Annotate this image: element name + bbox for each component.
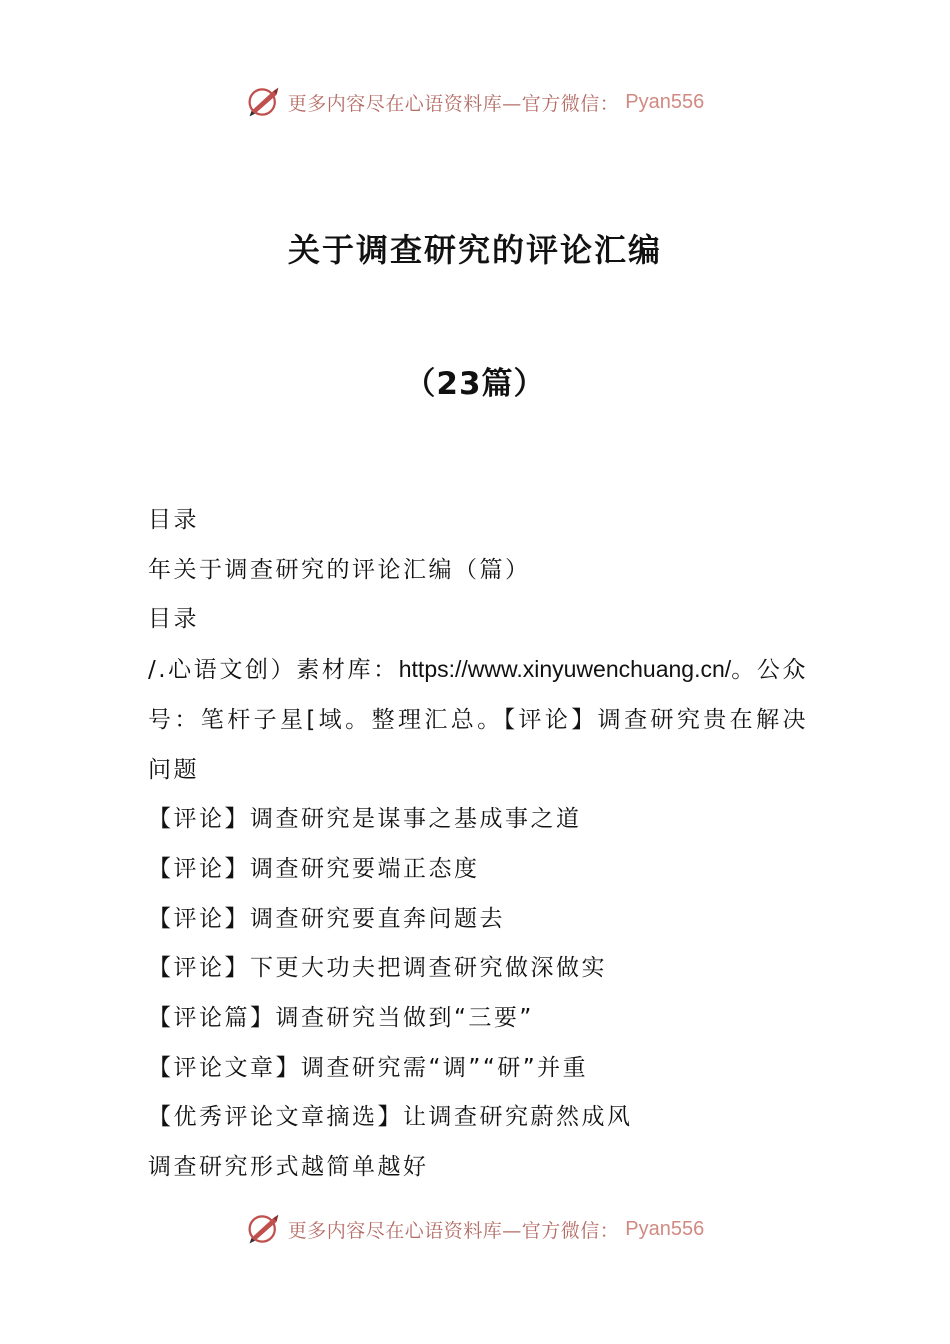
pen-logo-icon — [246, 84, 282, 120]
toc-paragraph — [148, 645, 808, 795]
toc-paragraph-suffix: 。公众号：笔杆子星[域。整理汇总。【评论】调查研究贵在解决问题 — [148, 657, 809, 783]
toc-item: 【评论】调查研究是谋事之基成事之道 — [148, 806, 582, 833]
toc-item: 调查研究形式越简单越好 — [148, 1154, 429, 1181]
toc-line: 年关于调查研究的评论汇编（篇） — [148, 556, 531, 583]
document-title: 关于调查研究的评论汇编 — [287, 231, 662, 269]
pen-logo-icon — [246, 1211, 282, 1247]
footer-watermark — [0, 1211, 950, 1247]
toc-item: 【优秀评论文章摘选】让调查研究蔚然成风 — [148, 1104, 633, 1131]
toc-heading: 目录 — [148, 606, 199, 633]
watermark-text: 更多内容尽在心语资料库—官方微信： — [287, 1219, 620, 1242]
header-watermark — [0, 84, 950, 120]
toc-item: 【评论篇】调查研究当做到“三要” — [148, 1005, 534, 1032]
document-subtitle: （23篇） — [404, 366, 546, 402]
watermark-text: 更多内容尽在心语资料库—官方微信： — [287, 92, 620, 115]
toc-item: 【评论】下更大功夫把调查研究做深做实 — [148, 955, 607, 982]
watermark-wechat-id: Pyan556 — [625, 1217, 705, 1240]
watermark-wechat-id: Pyan556 — [625, 90, 705, 113]
table-of-contents — [148, 496, 808, 1193]
toc-url-link[interactable]: https://www.xinyuwenchuang.cn/ — [398, 656, 732, 683]
toc-heading: 目录 — [148, 507, 199, 533]
toc-paragraph-prefix: /.心语文创）素材库： — [148, 657, 399, 684]
toc-item: 【评论文章】调查研究需“调”“研”并重 — [148, 1054, 589, 1081]
toc-item: 【评论】调查研究要直奔问题去 — [148, 905, 505, 932]
toc-item: 【评论】调查研究要端正态度 — [148, 855, 480, 882]
